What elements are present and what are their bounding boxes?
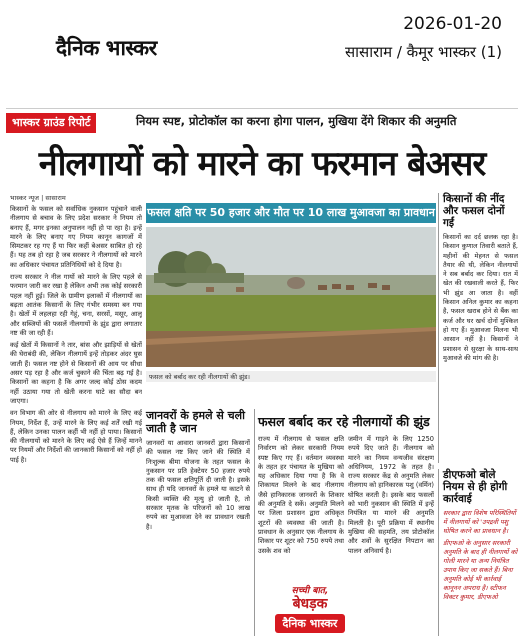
paragraph: वन विभाग की ओर से नीलगाय को मारने के लिए कई नियम, निर्देश हैं, उन्हें मारने के लिए कई शर्तें रखी गई हैं, लेकिन उनका पालन कहीं भी नहीं हो पाया। किसानों की नीलगायों को मारने के लिए कई ऐसे हैं जिन्हें मानने पर नियमों और निर्देशों की जानकारी किसानों को नहीं हो पाई है। [10,409,142,464]
page-header [0,0,524,72]
dfo-quote-2: डीएफओ के अनुसार सरकारी अनुमति के बाद ही नीलगायों को गोली मारने या अन्य नियंत्रित उपाय किए जा सकते हैं। बिना अनुमति कोई भी कार्रवाई कानूनन अपराध है। स्टीफन विक्टर कुमार, डीएफओ [443,539,518,601]
paragraph: जमीन में गाड़ने के लिए 1250 रुपये दिए जाते हैं। नीलगाय को मारने का नियम वन्यजीव संरक्षण अधिनियम, 1972 के तहत है। राज्य सरकार केंद्र से अनुमति लेकर नीलगाय को हानिकारक पशु (वर्मिन) घोषित करती है। इसके बाद फसलों को भारी नुकसान की स्थिति में इन्हें नियंत्रित या मारने की अनुमति मिलती है। पूरी प्रक्रिया में स्थानीय मुखिया की सहमति, तय प्रोटोकॉल और शवों के सुरक्षित निपटान का पालन अनिवार्य है। [348,435,434,555]
ground-report-tag: भास्कर ग्राउंड रिपोर्ट [6,113,96,133]
page-date: 2026-01-20 [403,14,502,34]
article-column-4 [348,435,434,583]
dfo-quote-1: सरकार द्वारा विशेष परिस्थितियों में नीलगायों को 'उपद्रवी पशु घोषित करने का प्रावधान है। [443,509,516,535]
crop-damage-subheading: फसल बर्बाद कर रहे नीलगायों की झुंड [258,414,430,429]
sachchi-baat-badge [252,583,368,636]
article-headline: नीलगायों को मारने का फरमान बेअसर [38,144,486,184]
farmers-sidebar-body: किसानों का दर्द छलक रहा है। किसान कुणाल तिवारी बताते हैं, महीनों की मेहनत से फसल तैयार की थी, लेकिन नीलगायों ने सब बर्बाद कर दिया। रात में खेत की रखवाली करते हैं, फिर भी झुंड आ जाता है। वहीं किसान अनिल कुमार का कहना है, फसल खराब होने से बैंक का कर्ज और घर खर्च दोनों मुश्किल हो गए हैं। मुआवजा मिलना भी आसान नहीं है। किसानों ने प्रशासन से सुरक्षा के साथ-साथ मुआवजे की मांग की है। [443,233,518,362]
attack-subheading: जानवरों के हमले से चली जाती है जान [146,409,245,435]
paragraph: किसानों के फसल को सर्वाधिक नुकसान पहुंचाने वाली नीलगाय से बचाव के लिए प्रदेश सरकार ने नियम तो बनाए हैं, मगर इनका अनुपालन नहीं हो पा रहा है। इन्हें मारने के लिए बनाए गए नियम कानून कागजों में सिमटकर रह गए हैं या फिर कहीं बेअसर साबित हो रहे हैं। यह तब हो रहा है जब सरकार ने नीलगायों को मारने का अधिकार पंचायत प्रतिनिधियों को दे दिया है। [10,205,142,269]
page-edition: सासाराम / कैमूर भास्कर (1) [345,43,502,61]
badge-line-1: सच्ची बात, [291,586,329,596]
paragraph: राज्य सरकार ने नील गायों को मारने के लिए पहले से फरमान जारी कर रखा है लेकिन अभी तक कोई सरकारी पहल नहीं हुई। जिले के ग्रामीण इलाकों में नीलगायों का बढ़ता आतंक किसानों के लिए गंभीर समस्या बन गया है। खेतों में लहलहा रही गेहूं, चना, सरसों, मसूर, आलू और सब्जियों की फसलें नीलगायों के झुंड द्वारा लगातार नष्ट की जा रही हैं। [10,273,142,337]
article-subhead: नियम स्पष्ट, प्रोटोकॉल का करना होगा पालन, मुखिया देंगे शिकार की अनुमति [136,114,457,128]
article-byline: भास्कर न्यूज | सासाराम [10,194,66,202]
compensation-banner: फसल क्षति पर 50 हजार और मौत पर 10 लाख मुआवजा का प्रावधान [146,203,436,223]
farmers-sidebar-heading: किसानों की नींद और फसल दोनों गईं [443,193,505,229]
paragraph: जानवरों या आवारा जानवरों द्वारा किसानों की फसल नष्ट किए जाने की स्थिति में निःशुल्क बीमा योजना के तहत फसल के नुकसान पर प्रति हेक्टेयर 50 हजार रुपये तक की फसल क्षतिपूर्ति दी जाती है। इसके साथ ही यदि जानवरों के हमले या काटने से किसी व्यक्ति की मृत्यु हो जाती है, तो सरकार मृतक के परिजनों को 10 लाख रुपये का मुआवजा देने का प्रावधान रखती है। [146,439,250,531]
news-clipping [6,108,518,636]
dfo-sidebar-body [443,509,518,602]
article-column-2 [146,439,250,579]
paragraph: राज्य में नीलगाय से फसल क्षति निर्वारण को लेकर सरकारी नियम स्पष्ट किए गए हैं। वर्तमान व्यवस्था के तहत हर पंचायत के मुखिया को यह अधिकार दिया गया है कि वे शिकायत मिलने के बाद नीलगाय जैसे हानिकारक जानवरों के शिकार की अनुमति दे सकें। अनुमति मिलने पर जिला प्रशासन द्वारा अधिकृत शूटरों की व्यवस्था की जाती है। प्रावधान के अनुसार एक नीलगाय के शिकार पर शूटर को 750 रुपये तथा उसके शव को [258,435,344,555]
field-photo-svg [146,227,436,367]
dfo-sidebar [438,469,518,636]
tag-row [6,113,518,135]
badge-line-2: बेधड़क [292,596,328,612]
article-column-1 [10,205,142,555]
photo-caption: फसल को बर्बाद कर रही नीलगायों की झुंड। [146,371,436,382]
newspaper-logo: दैनिक भास्कर [56,35,157,60]
paragraph: कई खेतों में किसानों ने तार, बांस और झाड़ियों से खेतों की घेराबंदी की, लेकिन नीलगायें इन्हें तोड़कर अंदर घुस जाती हैं। फसल नष्ट होने से किसानों की आय पर सीधा असर पड़ रहा है और कर्ज चुकाने की चिंता बढ़ गई है। किसानों का कहना है कि अगर जल्द कोई ठोस कदम नहीं उठाया गया तो खेती करना घाटे का सौदा बन जाएगा। [10,341,142,405]
farmers-sidebar [438,193,518,463]
nilgai-field-photo [146,227,436,367]
badge-logo-box: दैनिक भास्कर [275,614,346,633]
dfo-sidebar-heading: डीएफओ बोले नियम से ही होगी कार्रवाई [443,469,508,505]
article-column-3 [258,435,344,583]
